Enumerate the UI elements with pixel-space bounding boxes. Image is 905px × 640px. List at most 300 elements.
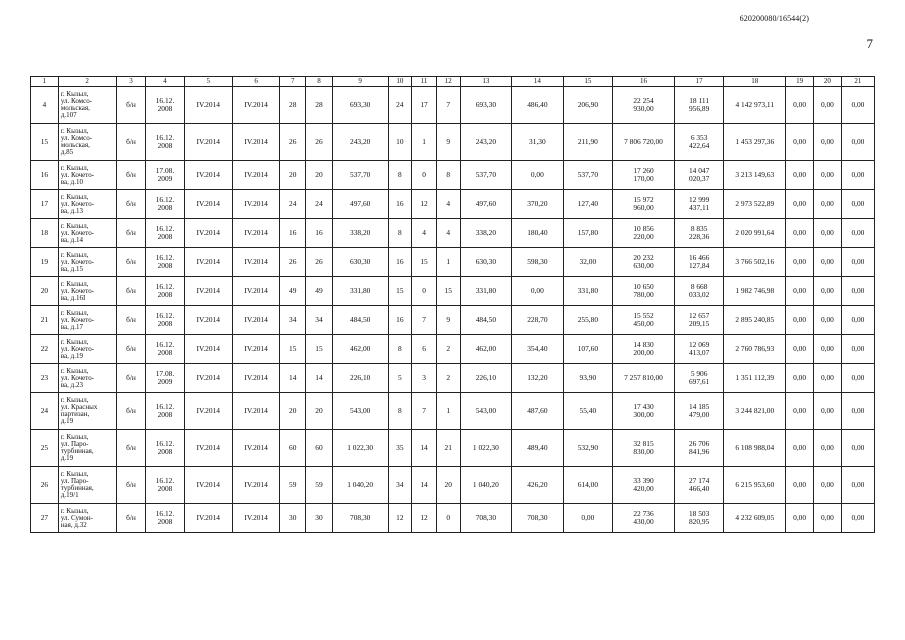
- cell-col-10: 8: [388, 219, 412, 248]
- column-number-3: 3: [116, 77, 146, 87]
- address-cell: [58, 467, 116, 504]
- cell-col-4: 16.12. 2008: [146, 190, 184, 219]
- address-line: ва, д.19: [60, 351, 83, 360]
- cell-col-5: IV.2014: [184, 335, 232, 364]
- cell-col-15: 32,00: [563, 248, 612, 277]
- cell-col-5: IV.2014: [184, 504, 232, 533]
- cell-col-20: 0,00: [814, 219, 842, 248]
- cell-col-11: 15: [412, 248, 437, 277]
- cell-col-13: 543,00: [460, 393, 512, 430]
- cell-col-15: 255,80: [563, 306, 612, 335]
- cell-col-5: IV.2014: [184, 124, 232, 161]
- cell-col-9: 462,00: [332, 335, 388, 364]
- table-row: [31, 248, 875, 277]
- cell-col-17: 16 466 127,84: [674, 248, 723, 277]
- cell-col-20: 0,00: [814, 277, 842, 306]
- cell-col-15: 206,90: [563, 87, 612, 124]
- cell-col-21: 0,00: [841, 393, 874, 430]
- cell-col-4: 16.12. 2008: [146, 219, 184, 248]
- cell-col-16: 32 815 830,00: [613, 430, 675, 467]
- table-row: [31, 335, 875, 364]
- cell-col-17: 12 657 209,15: [674, 306, 723, 335]
- cell-col-5: IV.2014: [184, 364, 232, 393]
- cell-col-8: 59: [306, 467, 333, 504]
- cell-col-10: 8: [388, 393, 412, 430]
- cell-col-9: 226,10: [332, 364, 388, 393]
- cell-col-7: 60: [280, 430, 306, 467]
- cell-col-18: 3 244 821,00: [724, 393, 786, 430]
- cell-col-7: 15: [280, 335, 306, 364]
- cell-col-3: б/н: [116, 393, 146, 430]
- table-row: [31, 504, 875, 533]
- cell-col-17: 5 906 697,61: [674, 364, 723, 393]
- column-number-2: 2: [58, 77, 116, 87]
- cell-col-16: 15 972 960,00: [613, 190, 675, 219]
- address-cell: [58, 504, 116, 533]
- address-line: г. Кызыл,: [60, 308, 89, 317]
- cell-col-20: 0,00: [814, 248, 842, 277]
- cell-col-21: 0,00: [841, 277, 874, 306]
- column-number-7: 7: [280, 77, 306, 87]
- cell-col-5: IV.2014: [184, 190, 232, 219]
- cell-col-8: 26: [306, 124, 333, 161]
- cell-col-12: 20: [436, 467, 460, 504]
- address-line: ул. Комсо-: [60, 134, 93, 142]
- cell-col-10: 8: [388, 335, 412, 364]
- address-line: ва, д.17: [60, 322, 83, 331]
- cell-col-20: 0,00: [814, 190, 842, 219]
- cell-col-1: 25: [31, 430, 59, 467]
- cell-col-4: 16.12. 2008: [146, 87, 184, 124]
- cell-col-17: 12 069 413,07: [674, 335, 723, 364]
- address-line: д.19: [60, 454, 74, 462]
- address-line: ва, д.15: [60, 264, 83, 273]
- cell-col-11: 7: [412, 393, 437, 430]
- cell-col-12: 15: [436, 277, 460, 306]
- cell-col-16: 17 430 300,00: [613, 393, 675, 430]
- cell-col-16: 7 806 720,00: [613, 124, 675, 161]
- cell-col-8: 16: [306, 219, 333, 248]
- cell-col-7: 30: [280, 504, 306, 533]
- cell-col-11: 14: [412, 430, 437, 467]
- cell-col-11: 0: [412, 161, 437, 190]
- cell-col-13: 537,70: [460, 161, 512, 190]
- cell-col-6: IV.2014: [232, 87, 279, 124]
- cell-col-9: 537,70: [332, 161, 388, 190]
- address-line: ул. Кочето-: [60, 373, 95, 382]
- address-line: г. Кызыл,: [60, 163, 89, 172]
- cell-col-8: 20: [306, 161, 333, 190]
- cell-col-1: 20: [31, 277, 59, 306]
- cell-col-15: 537,70: [563, 161, 612, 190]
- address-line: ул. Кочето-: [60, 199, 95, 208]
- cell-col-5: IV.2014: [184, 430, 232, 467]
- cell-col-16: 14 830 200,00: [613, 335, 675, 364]
- column-number-14: 14: [512, 77, 564, 87]
- cell-col-1: 24: [31, 393, 59, 430]
- cell-col-15: 127,40: [563, 190, 612, 219]
- address-line: г. Кызыл,: [60, 221, 89, 230]
- cell-col-6: IV.2014: [232, 277, 279, 306]
- cell-col-3: б/н: [116, 248, 146, 277]
- cell-col-12: 1: [436, 248, 460, 277]
- cell-col-21: 0,00: [841, 124, 874, 161]
- cell-col-7: 34: [280, 306, 306, 335]
- cell-col-10: 35: [388, 430, 412, 467]
- cell-col-14: 487,60: [512, 393, 564, 430]
- address-line: ул. Кочето-: [60, 170, 95, 179]
- cell-col-10: 34: [388, 467, 412, 504]
- cell-col-14: 708,30: [512, 504, 564, 533]
- cell-col-10: 16: [388, 306, 412, 335]
- cell-col-10: 10: [388, 124, 412, 161]
- cell-col-11: 12: [412, 504, 437, 533]
- column-number-row: [31, 77, 875, 87]
- address-cell: [58, 364, 116, 393]
- cell-col-8: 30: [306, 504, 333, 533]
- cell-col-9: 243,20: [332, 124, 388, 161]
- cell-col-6: IV.2014: [232, 124, 279, 161]
- column-number-21: 21: [841, 77, 874, 87]
- cell-col-16: 17 260 170,00: [613, 161, 675, 190]
- cell-col-15: 107,60: [563, 335, 612, 364]
- address-line: ул. Красных: [60, 403, 98, 411]
- cell-col-19: 0,00: [786, 467, 814, 504]
- cell-col-3: б/н: [116, 124, 146, 161]
- cell-col-5: IV.2014: [184, 219, 232, 248]
- cell-col-1: 18: [31, 219, 59, 248]
- cell-col-4: 16.12. 2008: [146, 393, 184, 430]
- cell-col-20: 0,00: [814, 430, 842, 467]
- address-line: г. Кызыл,: [60, 192, 89, 201]
- cell-col-8: 60: [306, 430, 333, 467]
- cell-col-11: 4: [412, 219, 437, 248]
- housing-register-table: [30, 76, 875, 533]
- column-number-18: 18: [724, 77, 786, 87]
- cell-col-1: 26: [31, 467, 59, 504]
- cell-col-17: 26 706 841,96: [674, 430, 723, 467]
- cell-col-19: 0,00: [786, 190, 814, 219]
- column-number-19: 19: [786, 77, 814, 87]
- cell-col-14: 228,70: [512, 306, 564, 335]
- cell-col-14: 370,20: [512, 190, 564, 219]
- cell-col-19: 0,00: [786, 219, 814, 248]
- cell-col-9: 693,30: [332, 87, 388, 124]
- address-cell: [58, 248, 116, 277]
- cell-col-6: IV.2014: [232, 393, 279, 430]
- cell-col-6: IV.2014: [232, 306, 279, 335]
- cell-col-1: 19: [31, 248, 59, 277]
- cell-col-9: 708,30: [332, 504, 388, 533]
- cell-col-18: 1 982 746,98: [724, 277, 786, 306]
- address-line: г. Кызыл,: [60, 337, 89, 346]
- cell-col-12: 9: [436, 306, 460, 335]
- address-line: ул. Кочето-: [60, 228, 95, 237]
- address-line: ул. Комсо-: [60, 97, 93, 105]
- cell-col-9: 1 040,20: [332, 467, 388, 504]
- address-line: г. Кызыл,: [60, 250, 89, 259]
- table-row: [31, 87, 875, 124]
- cell-col-21: 0,00: [841, 306, 874, 335]
- cell-col-16: 15 552 450,00: [613, 306, 675, 335]
- cell-col-19: 0,00: [786, 430, 814, 467]
- cell-col-5: IV.2014: [184, 161, 232, 190]
- cell-col-18: 3 213 149,63: [724, 161, 786, 190]
- address-line: г. Кызыл,: [60, 470, 89, 478]
- address-line: ва, д.10: [60, 177, 83, 186]
- cell-col-13: 243,20: [460, 124, 512, 161]
- cell-col-6: IV.2014: [232, 364, 279, 393]
- cell-col-4: 16.12. 2008: [146, 306, 184, 335]
- cell-col-18: 4 142 973,11: [724, 87, 786, 124]
- cell-col-13: 1 022,30: [460, 430, 512, 467]
- address-line: г. Кызыл,: [60, 366, 89, 375]
- cell-col-7: 26: [280, 248, 306, 277]
- cell-col-19: 0,00: [786, 87, 814, 124]
- cell-col-17: 18 503 820,95: [674, 504, 723, 533]
- cell-col-19: 0,00: [786, 124, 814, 161]
- address-cell: [58, 219, 116, 248]
- cell-col-14: 132,20: [512, 364, 564, 393]
- cell-col-13: 497,60: [460, 190, 512, 219]
- address-line: ва, д.23: [60, 380, 83, 389]
- cell-col-18: 2 020 991,64: [724, 219, 786, 248]
- cell-col-15: 93,90: [563, 364, 612, 393]
- cell-col-9: 497,60: [332, 190, 388, 219]
- cell-col-21: 0,00: [841, 364, 874, 393]
- column-number-16: 16: [613, 77, 675, 87]
- cell-col-14: 426,20: [512, 467, 564, 504]
- cell-col-9: 484,50: [332, 306, 388, 335]
- cell-col-4: 16.12. 2008: [146, 124, 184, 161]
- table-row: [31, 430, 875, 467]
- cell-col-21: 0,00: [841, 504, 874, 533]
- address-line: ная, д.32: [60, 520, 87, 529]
- cell-col-3: б/н: [116, 504, 146, 533]
- address-cell: [58, 430, 116, 467]
- cell-col-18: 4 232 609,05: [724, 504, 786, 533]
- cell-col-21: 0,00: [841, 87, 874, 124]
- column-number-17: 17: [674, 77, 723, 87]
- cell-col-3: б/н: [116, 335, 146, 364]
- cell-col-11: 0: [412, 277, 437, 306]
- table-row: [31, 306, 875, 335]
- table-row: [31, 219, 875, 248]
- cell-col-19: 0,00: [786, 277, 814, 306]
- cell-col-11: 14: [412, 467, 437, 504]
- cell-col-7: 20: [280, 393, 306, 430]
- cell-col-20: 0,00: [814, 393, 842, 430]
- cell-col-18: 6 108 988,04: [724, 430, 786, 467]
- cell-col-18: 2 895 240,85: [724, 306, 786, 335]
- cell-col-4: 17.08. 2009: [146, 161, 184, 190]
- cell-col-7: 24: [280, 190, 306, 219]
- cell-col-8: 20: [306, 393, 333, 430]
- cell-col-10: 15: [388, 277, 412, 306]
- cell-col-18: 1 351 112,39: [724, 364, 786, 393]
- cell-col-18: 2 760 786,93: [724, 335, 786, 364]
- cell-col-15: 55,40: [563, 393, 612, 430]
- cell-col-1: 15: [31, 124, 59, 161]
- address-cell: [58, 335, 116, 364]
- cell-col-16: 22 736 430,00: [613, 504, 675, 533]
- cell-col-7: 14: [280, 364, 306, 393]
- cell-col-6: IV.2014: [232, 248, 279, 277]
- cell-col-19: 0,00: [786, 161, 814, 190]
- cell-col-11: 3: [412, 364, 437, 393]
- address-line: мольская,: [60, 141, 90, 149]
- cell-col-5: IV.2014: [184, 306, 232, 335]
- cell-col-17: 8 668 033,02: [674, 277, 723, 306]
- address-line: мольская,: [60, 104, 90, 112]
- cell-col-19: 0,00: [786, 248, 814, 277]
- cell-col-21: 0,00: [841, 190, 874, 219]
- cell-col-13: 462,00: [460, 335, 512, 364]
- cell-col-21: 0,00: [841, 335, 874, 364]
- cell-col-14: 598,30: [512, 248, 564, 277]
- cell-col-20: 0,00: [814, 87, 842, 124]
- address-line: г. Кызыл,: [60, 396, 89, 404]
- cell-col-18: 1 453 297,36: [724, 124, 786, 161]
- cell-col-10: 16: [388, 190, 412, 219]
- cell-col-3: б/н: [116, 190, 146, 219]
- cell-col-21: 0,00: [841, 248, 874, 277]
- cell-col-1: 21: [31, 306, 59, 335]
- address-line: д.19: [60, 417, 74, 425]
- address-line: ва, д.14: [60, 235, 83, 244]
- cell-col-9: 543,00: [332, 393, 388, 430]
- column-number-5: 5: [184, 77, 232, 87]
- cell-col-13: 1 040,20: [460, 467, 512, 504]
- cell-col-14: 0,00: [512, 277, 564, 306]
- cell-col-7: 20: [280, 161, 306, 190]
- cell-col-1: 22: [31, 335, 59, 364]
- cell-col-20: 0,00: [814, 306, 842, 335]
- address-cell: [58, 161, 116, 190]
- cell-col-12: 9: [436, 124, 460, 161]
- cell-col-4: 16.12. 2008: [146, 335, 184, 364]
- address-cell: [58, 190, 116, 219]
- column-number-20: 20: [814, 77, 842, 87]
- column-number-9: 9: [332, 77, 388, 87]
- column-number-4: 4: [146, 77, 184, 87]
- cell-col-13: 226,10: [460, 364, 512, 393]
- cell-col-4: 16.12. 2008: [146, 430, 184, 467]
- cell-col-6: IV.2014: [232, 190, 279, 219]
- cell-col-1: 17: [31, 190, 59, 219]
- cell-col-1: 23: [31, 364, 59, 393]
- cell-col-18: 3 766 502,16: [724, 248, 786, 277]
- cell-col-3: б/н: [116, 87, 146, 124]
- cell-col-6: IV.2014: [232, 161, 279, 190]
- cell-col-3: б/н: [116, 364, 146, 393]
- table-row: [31, 277, 875, 306]
- cell-col-15: 211,90: [563, 124, 612, 161]
- address-line: ул. Кочето-: [60, 315, 95, 324]
- cell-col-14: 489,40: [512, 430, 564, 467]
- address-line: г. Кызыл,: [60, 90, 89, 98]
- cell-col-17: 8 835 228,36: [674, 219, 723, 248]
- cell-col-11: 12: [412, 190, 437, 219]
- address-line: ул. Паро-: [60, 440, 89, 448]
- address-line: г. Кызыл,: [60, 279, 89, 288]
- cell-col-8: 49: [306, 277, 333, 306]
- address-line: ва, д.13: [60, 206, 83, 215]
- cell-col-7: 26: [280, 124, 306, 161]
- cell-col-8: 24: [306, 190, 333, 219]
- cell-col-1: 27: [31, 504, 59, 533]
- cell-col-12: 7: [436, 87, 460, 124]
- cell-col-8: 34: [306, 306, 333, 335]
- cell-col-13: 708,30: [460, 504, 512, 533]
- cell-col-16: 33 390 420,00: [613, 467, 675, 504]
- cell-col-15: 0,00: [563, 504, 612, 533]
- cell-col-5: IV.2014: [184, 277, 232, 306]
- cell-col-5: IV.2014: [184, 87, 232, 124]
- cell-col-6: IV.2014: [232, 219, 279, 248]
- cell-col-12: 8: [436, 161, 460, 190]
- cell-col-4: 16.12. 2008: [146, 467, 184, 504]
- cell-col-16: 7 257 810,00: [613, 364, 675, 393]
- cell-col-6: IV.2014: [232, 504, 279, 533]
- address-cell: [58, 306, 116, 335]
- cell-col-13: 331,80: [460, 277, 512, 306]
- cell-col-13: 484,50: [460, 306, 512, 335]
- cell-col-14: 180,40: [512, 219, 564, 248]
- cell-col-3: б/н: [116, 161, 146, 190]
- cell-col-7: 28: [280, 87, 306, 124]
- cell-col-17: 14 047 020,37: [674, 161, 723, 190]
- cell-col-12: 0: [436, 504, 460, 533]
- cell-col-4: 17.08. 2009: [146, 364, 184, 393]
- cell-col-20: 0,00: [814, 504, 842, 533]
- address-cell: [58, 277, 116, 306]
- cell-col-19: 0,00: [786, 306, 814, 335]
- cell-col-14: 354,40: [512, 335, 564, 364]
- cell-col-3: б/н: [116, 430, 146, 467]
- cell-col-10: 12: [388, 504, 412, 533]
- cell-col-17: 6 353 422,64: [674, 124, 723, 161]
- cell-col-1: 16: [31, 161, 59, 190]
- cell-col-11: 6: [412, 335, 437, 364]
- cell-col-19: 0,00: [786, 364, 814, 393]
- cell-col-4: 16.12. 2008: [146, 277, 184, 306]
- address-line: ул. Кочето-: [60, 257, 95, 266]
- column-number-8: 8: [306, 77, 333, 87]
- cell-col-13: 693,30: [460, 87, 512, 124]
- cell-col-6: IV.2014: [232, 430, 279, 467]
- cell-col-11: 17: [412, 87, 437, 124]
- table-row: [31, 161, 875, 190]
- cell-col-15: 331,80: [563, 277, 612, 306]
- cell-col-7: 59: [280, 467, 306, 504]
- cell-col-3: б/н: [116, 467, 146, 504]
- address-line: ул. Кочето-: [60, 344, 95, 353]
- cell-col-5: IV.2014: [184, 248, 232, 277]
- address-line: ул. Паро-: [60, 477, 89, 485]
- table-row: [31, 467, 875, 504]
- cell-col-10: 5: [388, 364, 412, 393]
- cell-col-20: 0,00: [814, 467, 842, 504]
- cell-col-20: 0,00: [814, 335, 842, 364]
- cell-col-12: 21: [436, 430, 460, 467]
- cell-col-12: 2: [436, 364, 460, 393]
- cell-col-19: 0,00: [786, 393, 814, 430]
- cell-col-14: 486,40: [512, 87, 564, 124]
- cell-col-19: 0,00: [786, 504, 814, 533]
- cell-col-6: IV.2014: [232, 335, 279, 364]
- cell-col-8: 15: [306, 335, 333, 364]
